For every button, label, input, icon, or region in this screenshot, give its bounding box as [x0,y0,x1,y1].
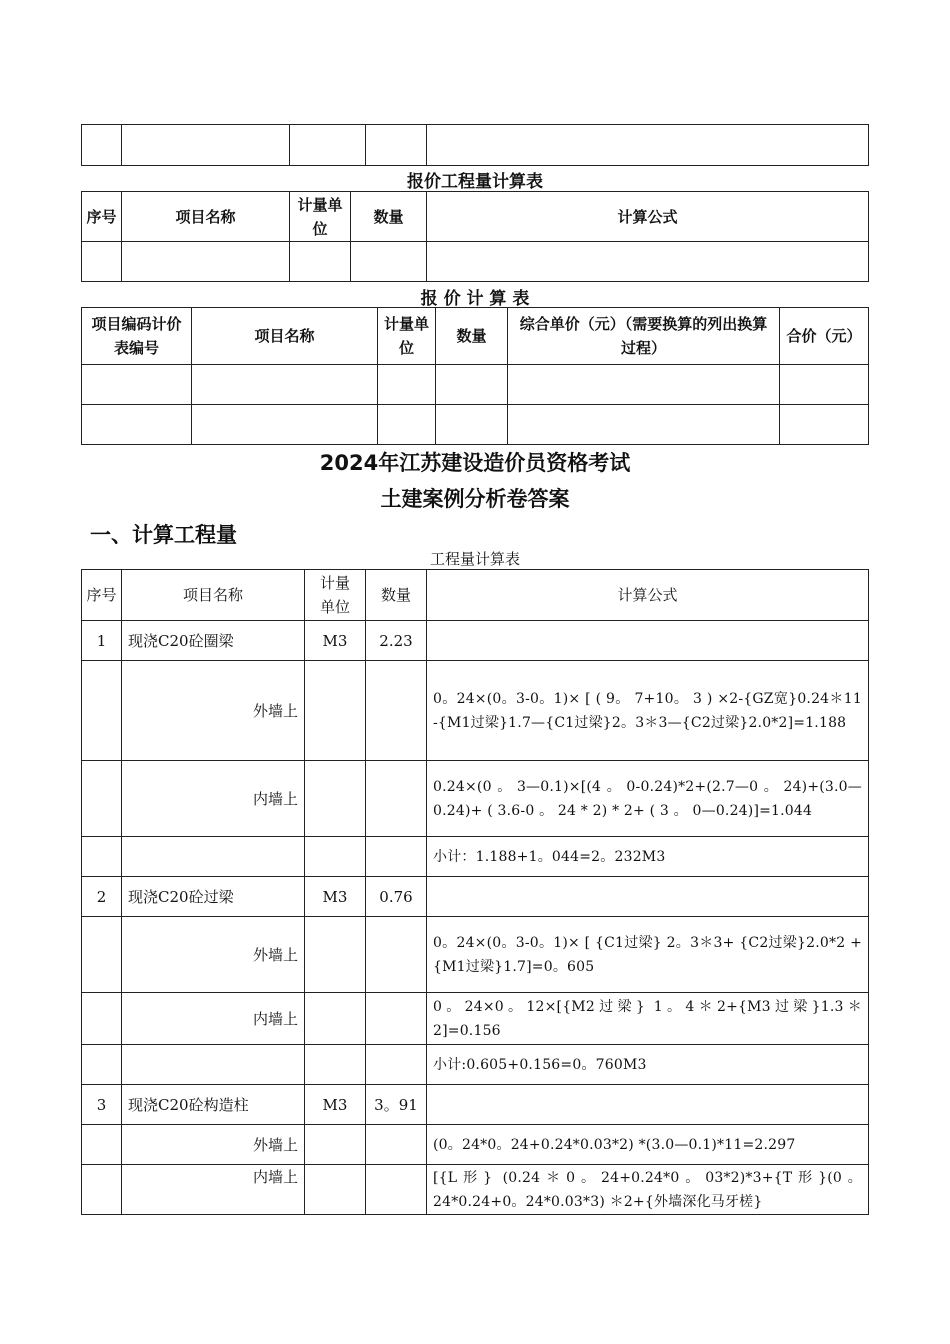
row-name: 现浇C20砼构造柱 [122,1085,305,1125]
table-row [82,1165,869,1215]
row-qty [366,761,427,837]
row-no [82,993,122,1045]
row-name: 现浇C20砼过梁 [122,877,305,917]
qty-table [81,569,869,1215]
row-no: 3 [82,1085,122,1125]
table-cell [427,125,869,166]
row-formula [427,621,869,661]
table-cell [122,242,290,282]
row-unit [305,1165,366,1215]
quote-qty-table-caption: 报价工程量计算表 [407,172,543,192]
table-cell [82,125,122,166]
row-no [82,1045,122,1085]
table-row [82,917,869,993]
row-formula: 0。24×0。12×[{M2过梁} 1。4＊2+{M3过梁}1.3＊2]=0.156 [427,993,869,1045]
row-unit [305,837,366,877]
exam-title: 2024年江苏建设造价员资格考试 [319,451,631,475]
table-row [82,837,869,877]
row-qty: 2.23 [366,621,427,661]
header-unit: 计量单位 [305,570,366,621]
header-name: 项目名称 [122,570,305,621]
header-unit: 计量单位 [290,192,351,242]
header-qty: 数量 [351,192,427,242]
row-subtotal: 小计:0.605+0.156=0。760M3 [427,1045,869,1085]
table-cell [82,242,122,282]
row-unit [305,917,366,993]
row-unit: M3 [305,877,366,917]
row-name: 内墙上 [122,761,305,837]
quote-calc-table-caption: 报 价 计 算 表 [420,289,530,309]
table-cell [82,405,192,445]
table-cell [192,405,378,445]
row-no [82,661,122,761]
row-qty: 0.76 [366,877,427,917]
table-cell [780,365,869,405]
header-name: 项目名称 [122,192,290,242]
table-cell [378,405,436,445]
row-subtotal: 小计：1.188+1。044=2。232M3 [427,837,869,877]
header-formula: 计算公式 [427,570,869,621]
row-unit [305,993,366,1045]
row-qty [366,837,427,877]
table-cell [427,242,869,282]
header-code: 项目编码计价表编号 [82,308,192,365]
table-cell [508,365,780,405]
quote-calc-table [81,307,869,445]
header-formula: 计算公式 [427,192,869,242]
row-formula: 0.24×(0。3—0.1)×[(4。0-0.24)*2+(2.7—0。24)+(3.0—0.24)+ ( 3.6-0 。 24 * 2) * 2+ ( 3 。 0—0.24)]=1.044 [427,761,869,837]
row-qty [366,993,427,1045]
header-qty: 数量 [436,308,508,365]
row-no: 2 [82,877,122,917]
row-qty [366,917,427,993]
row-name: 内墙上 [122,993,305,1045]
row-formula: 0。24×(0。3-0。1)× [ {C1过梁} 2。3＊3+ {C2过梁}2.0*2 +{M1过梁}1.7]=0。605 [427,917,869,993]
row-formula [427,1085,869,1125]
row-name: 外墙上 [122,661,305,761]
table-row [82,1085,869,1125]
table-cell [192,365,378,405]
header-name: 项目名称 [192,308,378,365]
table-row [82,993,869,1045]
section-title: 一、计算工程量 [90,523,237,547]
row-formula [427,877,869,917]
row-qty [366,1165,427,1215]
row-name: 外墙上 [122,1125,305,1165]
table-row [82,877,869,917]
table-cell [82,365,192,405]
header-no: 序号 [82,192,122,242]
table-row [82,1125,869,1165]
row-no [82,1125,122,1165]
quote-qty-table [81,191,869,282]
table-row [82,661,869,761]
table-cell [780,405,869,445]
row-formula: 0。24×(0。3-0。1)× [ ( 9。 7+10。 3 ) ×2-{GZ宽}0.24＊11 -{M1过梁}1.7—{C1过梁}2。3＊3—{C2过梁}2.0*2]=1.188 [427,661,869,761]
header-unit: 计量单位 [378,308,436,365]
row-name: 现浇C20砼圈梁 [122,621,305,661]
table-cell [378,365,436,405]
row-formula: (0。24*0。24+0.24*0.03*2) *(3.0—0.1)*11=2.297 [427,1125,869,1165]
row-qty [366,661,427,761]
row-unit [305,761,366,837]
exam-subtitle: 土建案例分析卷答案 [380,487,570,511]
table-cell [436,405,508,445]
table-cell [290,242,351,282]
row-no [82,837,122,877]
table-row [82,761,869,837]
row-no: 1 [82,621,122,661]
row-name [122,1045,305,1085]
table-row [82,1045,869,1085]
row-formula: [{L形} (0.24＊0。24+0.24*0。03*2)*3+{T形}(0。24*0.24+0。24*0.03*3) ＊2+{外墙深化马牙槎} [427,1165,869,1215]
table-cell [122,125,290,166]
row-name [122,837,305,877]
row-name: 内墙上 [122,1165,305,1215]
header-qty: 数量 [366,570,427,621]
row-qty: 3。91 [366,1085,427,1125]
row-unit [305,1045,366,1085]
table-cell [508,405,780,445]
table-cell [366,125,427,166]
table-cell [436,365,508,405]
header-unit-price: 综合单价（元）（需要换算的列出换算过程） [508,308,780,365]
header-no: 序号 [82,570,122,621]
row-qty [366,1045,427,1085]
row-unit [305,661,366,761]
header-total: 合价（元） [780,308,869,365]
empty-table-fragment [81,124,869,166]
table-cell [290,125,366,166]
row-unit [305,1125,366,1165]
row-no [82,917,122,993]
row-unit: M3 [305,1085,366,1125]
row-name: 外墙上 [122,917,305,993]
row-no [82,1165,122,1215]
table-row [82,621,869,661]
row-no [82,761,122,837]
row-unit: M3 [305,621,366,661]
qty-table-caption: 工程量计算表 [429,550,520,568]
row-qty [366,1125,427,1165]
table-cell [351,242,427,282]
